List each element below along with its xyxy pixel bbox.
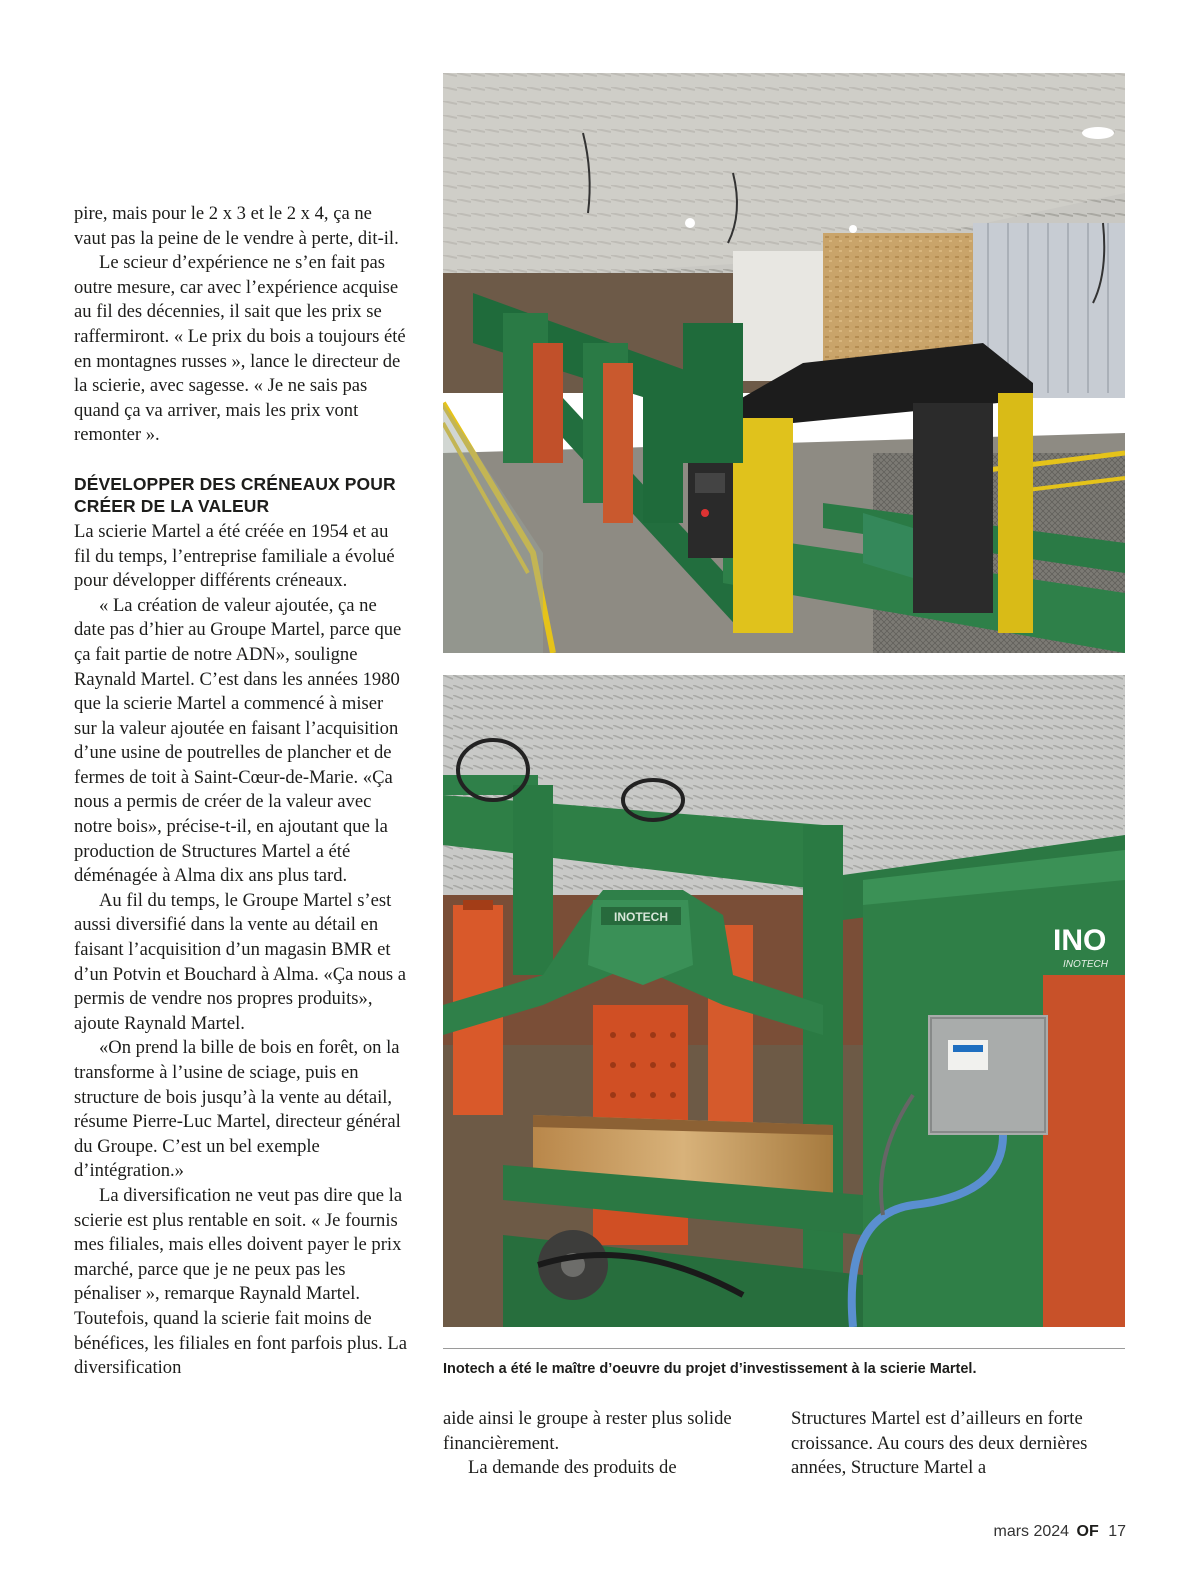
issue-date: mars 2024: [993, 1523, 1070, 1540]
sawmill-line-photo: [443, 73, 1125, 653]
right-text-column: [791, 1407, 1126, 1481]
paragraph: pire, mais pour le 2 x 3 et le 2 x 4, ça ne vaut pas la peine de le vendre à perte, dit-il.: [74, 203, 399, 249]
paragraph: «On prend la bille de bois en forêt, on la transforme à l’usine de sciage, puis en structure de bois jusqu’à la vente au détail, résume Pierre-Luc Martel, directeur général du Groupe. C’est un bel exemple d’intégration.»: [74, 1037, 401, 1182]
paragraph: Au fil du temps, le Groupe Martel s’est aussi diversifié dans la vente au détail en faisant l’acquisition d’un magasin BMR et d’un Potvin et Bouchard à Alma. «Ça nous a permis de vendre nos propres produits», ajoute Raynald Martel.: [74, 889, 407, 1034]
inotech-housing-tagline: INOTECH: [1063, 959, 1108, 970]
left-text-column: [74, 202, 408, 1381]
page-number: 17: [1108, 1523, 1126, 1540]
page-folio: [993, 1523, 1126, 1541]
section-heading: DÉVELOPPER DES CRÉNEAUX POUR CRÉER DE LA VALEUR: [74, 473, 396, 517]
inotech-machine-photo: [443, 675, 1125, 1327]
paragraph: Structures Martel est d’ailleurs en forte croissance. Au cours des deux dernières années, Structure Martel a: [791, 1408, 1088, 1479]
middle-text-column: [443, 1407, 773, 1481]
paragraph: La demande des produits de: [468, 1457, 677, 1479]
paragraph: Le scieur d’expérience ne s’en fait pas outre mesure, car avec l’expérience acquise au fil des décennies, il sait que les prix se raffermiront. « Le prix du bois a toujours été en montagnes russes », lance le directeur de la scierie, avec sagesse. « Je ne sais pas quand ça va arriver, mais les prix vont remonter ».: [74, 252, 406, 446]
caption-rule: [443, 1348, 1125, 1349]
photo-caption: Inotech a été le maître d’oeuvre du projet d’investissement à la scierie Martel.: [443, 1361, 977, 1377]
sawmill-line-image: [443, 73, 1125, 653]
inotech-plate-label: INOTECH: [614, 910, 668, 924]
inotech-housing-logo: INO: [1053, 924, 1107, 957]
magazine-brand: OF: [1076, 1523, 1099, 1540]
paragraph: aide ainsi le groupe à rester plus solide financièrement.: [443, 1408, 732, 1454]
paragraph: La scierie Martel a été créée en 1954 et au fil du temps, l’entreprise familiale a évolué pour développer différents créneaux.: [74, 520, 395, 592]
paragraph: La diversification ne veut pas dire que la scierie est plus rentable en soit. « Je fournis mes filiales, mais elles doivent payer le prix marché, parce que je ne peux pas les pénaliser », remarque Raynald Martel. Toutefois, quand la scierie fait moins de bénéfices, les filiales en font parfois plus. La diversification: [74, 1184, 408, 1379]
inotech-machine-image: [443, 675, 1125, 1327]
paragraph: « La création de valeur ajoutée, ça ne date pas d’hier au Groupe Martel, parce que ça fait partie de notre ADN», souligne Raynald Martel. C’est dans les années 1980 que la scierie Martel a commencé à miser sur la valeur ajoutée en faisant l’acquisition d’une usine de poutrelles de plancher et de fermes de toit à Saint-Cœur-de-Marie. «Ça nous a permis de créer de la valeur avec notre bois», précise-t-il, en ajoutant que la production de Structures Martel a été déménagée à Alma dix ans plus tard.: [74, 594, 402, 887]
